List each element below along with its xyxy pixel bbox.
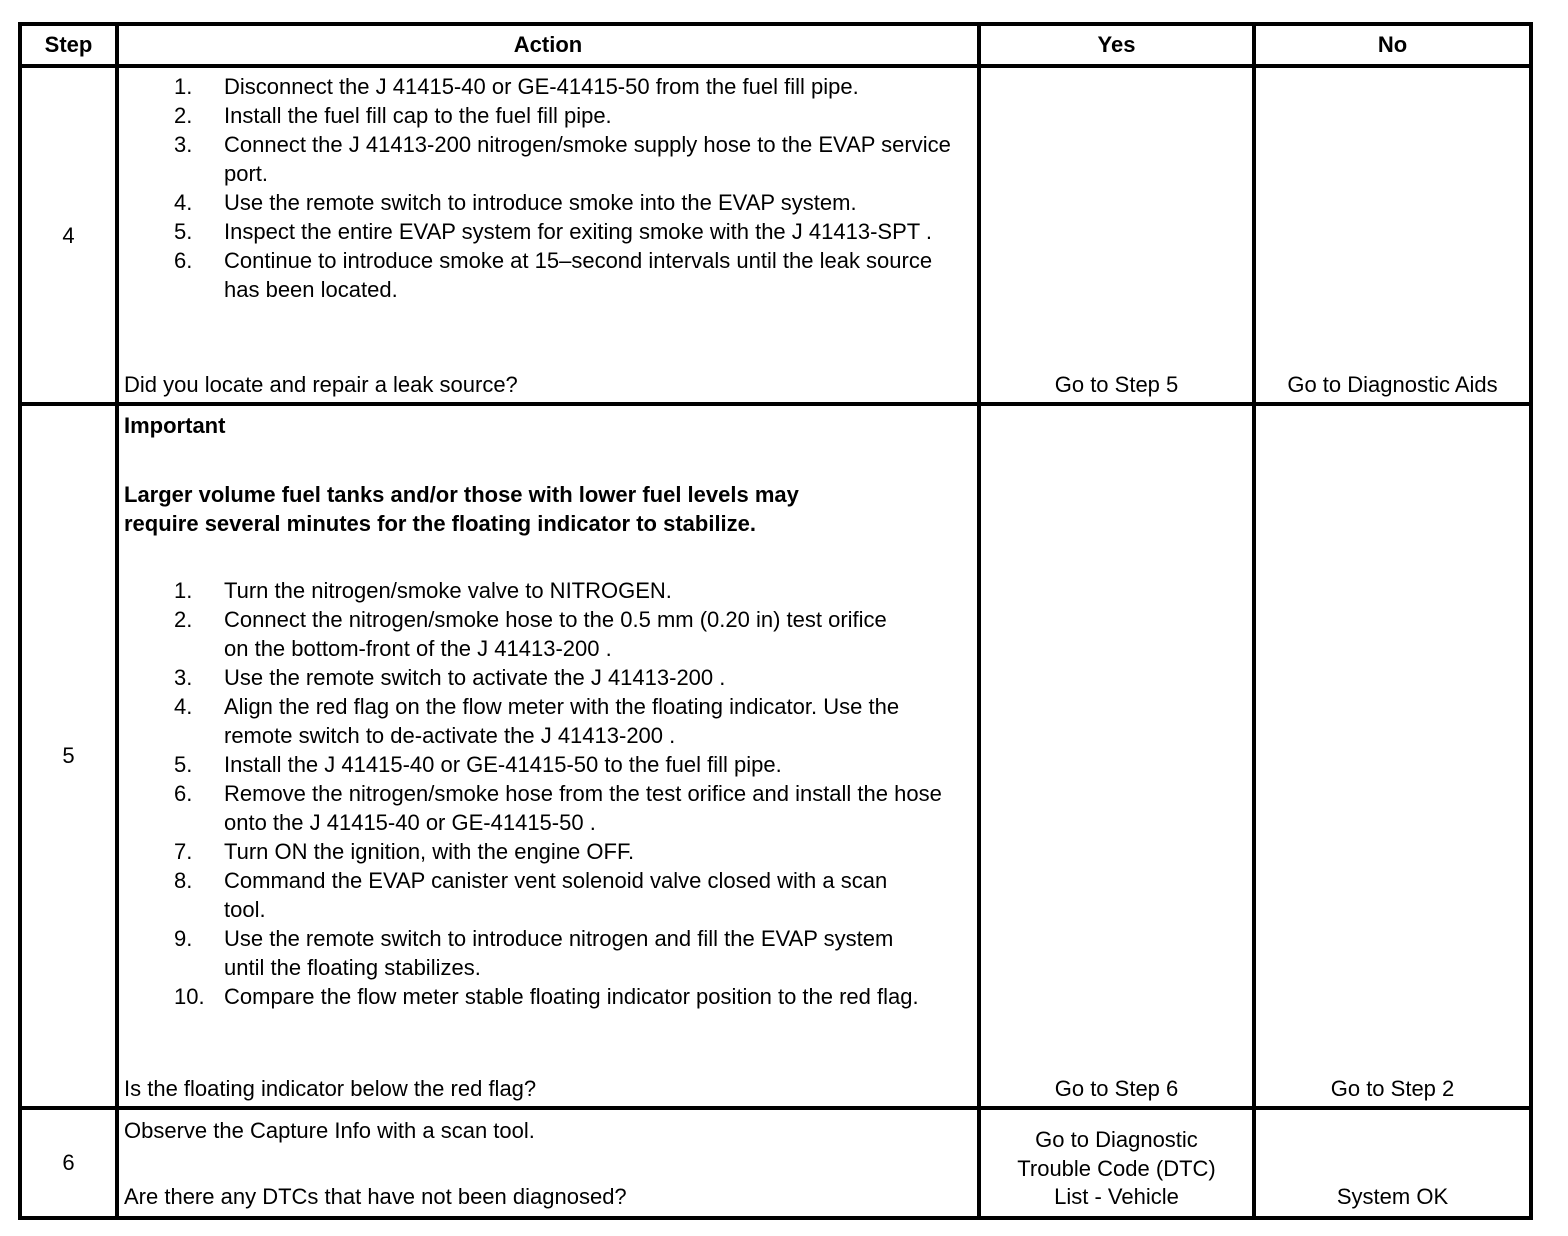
grid-line-header-bottom [18, 64, 1533, 68]
row4-list-item: 6. Continue to introduce smoke at 15–second intervals until the leak source has been located. [174, 248, 933, 302]
grid-line-col3 [1252, 22, 1256, 1220]
row4-step-number: 4 [62, 223, 75, 248]
header-action: Action [513, 32, 583, 57]
header-yes: Yes [1097, 32, 1136, 57]
grid-line-bottom [18, 1216, 1533, 1220]
row5-step-number: 5 [62, 743, 75, 768]
row6-yes-line1: Go to Diagnostic [1035, 1127, 1198, 1152]
grid-line-row5-bottom [18, 1106, 1533, 1110]
row5-no: Go to Step 2 [1330, 1076, 1455, 1101]
row4-step-list [122, 72, 977, 304]
important-note-line2: require several minutes for the floating indicator to stabilize. [124, 511, 757, 536]
row6-step-number: 6 [62, 1150, 75, 1175]
row5-question: Is the floating indicator below the red flag? [124, 1076, 537, 1101]
row4-question: Did you locate and repair a leak source? [124, 372, 518, 397]
row4-yes: Go to Step 5 [1054, 372, 1179, 397]
row5-list-item: 1. Turn the nitrogen/smoke valve to NITROGEN. [174, 578, 672, 603]
row6-instruction: Observe the Capture Info with a scan tool. [124, 1118, 535, 1143]
row5-list-item: 4. Align the red flag on the flow meter with the floating indicator. Use the remote switch to de-activate the J 41413-200 . [174, 694, 900, 748]
grid-line-right [1529, 22, 1533, 1220]
row5-list-item: 3. Use the remote switch to activate the J 41413-200 . [174, 665, 726, 690]
row6-yes-line3: List - Vehicle [1054, 1184, 1179, 1209]
row4-list-item: 4. Use the remote switch to introduce smoke into the EVAP system. [174, 190, 857, 215]
header-step: Step [44, 32, 93, 57]
grid-line-row4-bottom [18, 402, 1533, 406]
important-title: Important [124, 413, 226, 438]
row5-list-item: 9. Use the remote switch to introduce nitrogen and fill the EVAP system until the floating stabilizes. [174, 926, 894, 980]
row6-yes-line2: Trouble Code (DTC) [1017, 1156, 1216, 1181]
row6-question: Are there any DTCs that have not been diagnosed? [124, 1184, 627, 1209]
grid-line-top [18, 22, 1533, 26]
row5-list-item: 2. Connect the nitrogen/smoke hose to the 0.5 mm (0.20 in) test orifice on the bottom-front of the J 41413-200 . [174, 607, 887, 661]
grid-line-col1 [115, 22, 119, 1220]
row4-no: Go to Diagnostic Aids [1287, 372, 1498, 397]
row6-no: System OK [1336, 1184, 1449, 1209]
row5-list-item: 10. Compare the flow meter stable floating indicator position to the red flag. [174, 984, 919, 1009]
row5-list-item: 7. Turn ON the ignition, with the engine OFF. [174, 839, 635, 864]
row4-list-item: 2. Install the fuel fill cap to the fuel fill pipe. [174, 103, 612, 128]
row4-list-item: 5. Inspect the entire EVAP system for exiting smoke with the J 41413-SPT . [174, 219, 933, 244]
row4-list-item: 3. Connect the J 41413-200 nitrogen/smoke supply hose to the EVAP service port. [174, 132, 951, 186]
header-no: No [1377, 32, 1408, 57]
row5-list-item: 8. Command the EVAP canister vent solenoid valve closed with a scan tool. [174, 868, 888, 922]
row5-step-list [122, 576, 977, 1011]
row5-list-item: 5. Install the J 41415-40 or GE-41415-50 to the fuel fill pipe. [174, 752, 782, 777]
important-note-line1: Larger volume fuel tanks and/or those with lower fuel levels may [124, 482, 799, 507]
row5-yes: Go to Step 6 [1054, 1076, 1179, 1101]
grid-line-left [18, 22, 22, 1220]
row5-list-item: 6. Remove the nitrogen/smoke hose from the test orifice and install the hose onto the J 41415-40 or GE-41415-50 . [174, 781, 942, 835]
row4-list-item: 1. Disconnect the J 41415-40 or GE-41415-50 from the fuel fill pipe. [174, 74, 859, 99]
grid-line-col2 [977, 22, 981, 1220]
